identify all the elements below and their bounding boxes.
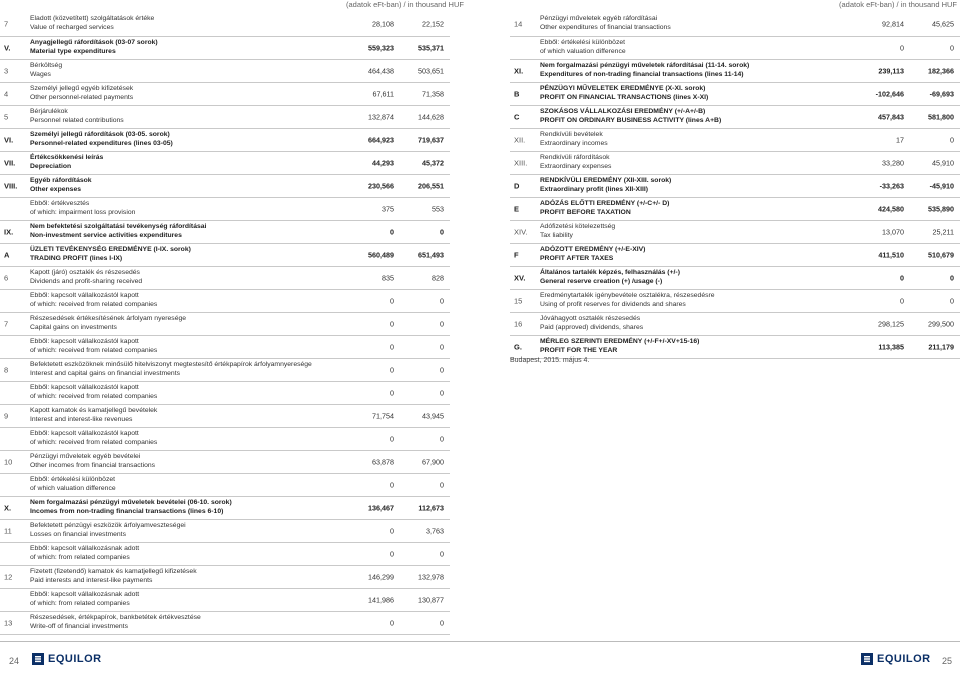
value-2014: 45,625 (932, 19, 954, 29)
value-2014: -45,910 (929, 181, 954, 191)
row-label-en: PROFIT ON ORDINARY BUSINESS ACTIVITY (lines A+B) (540, 117, 722, 124)
row-number: 13 (4, 618, 13, 628)
statement-row (510, 152, 960, 175)
row-description (30, 407, 330, 425)
equilor-logo-icon (861, 653, 873, 665)
equilor-logo-icon (32, 653, 44, 665)
row-label-en: Paid interests and interest-like payments (30, 577, 153, 584)
row-label-hu: Pénzügyi műveletek egyéb ráfordításai (540, 15, 658, 23)
statement-row (510, 106, 960, 129)
row-label-hu: Ebből: kapcsolt vállalkozástól kapott (30, 430, 139, 438)
row-description (30, 177, 330, 195)
row-number: B (514, 89, 520, 99)
row-label-hu: PÉNZÜGYI MŰVELETEK EREDMÉNYE (X-XI. sorok) (540, 85, 706, 93)
row-description (30, 614, 330, 632)
row-number: 12 (4, 572, 13, 582)
value-2013: 0 (390, 480, 394, 490)
value-2014: 45,372 (422, 158, 444, 168)
value-2013: 44,293 (372, 158, 394, 168)
value-2013: 71,754 (372, 411, 394, 421)
row-label-hu: Rendkívüli ráfordítások (540, 154, 610, 162)
row-description (30, 269, 330, 287)
row-description (540, 131, 840, 149)
row-description (30, 338, 330, 356)
row-label-en: Value of recharged services (30, 24, 114, 31)
value-2014: 0 (440, 365, 444, 375)
row-label-hu: Részesedések, értékpapírok, bankbetétek értékvesztése (30, 614, 201, 622)
row-number: 10 (4, 457, 13, 467)
row-label-en: of which: received from related companies (30, 347, 158, 354)
value-2013: 0 (390, 319, 394, 329)
logo-text: EQUILOR (877, 653, 931, 665)
value-2014: 828 (432, 273, 444, 283)
value-2014: 206,551 (418, 181, 444, 191)
row-label-hu: Jóváhagyott osztalék részesedés (540, 315, 641, 323)
value-2013: 0 (900, 296, 904, 306)
row-number: 7 (4, 19, 9, 29)
row-label-en: Extraordinary profit (lines XII-XIII) (540, 186, 649, 193)
row-number: XV. (514, 273, 526, 283)
row-description (540, 269, 840, 287)
row-description (30, 223, 330, 241)
statement-row (0, 359, 450, 382)
row-label-hu: ADÓZOTT EREDMÉNY (+/-E-XIV) (540, 246, 646, 254)
value-2013: 560,489 (368, 250, 394, 260)
row-description (30, 430, 330, 448)
statement-row (510, 175, 960, 198)
row-label-en: of which: from related companies (30, 554, 130, 561)
value-2014: 0 (950, 135, 954, 145)
row-label-hu: Nem forgalmazási pénzügyi műveletek ráfordításai (11-14. sorok) (540, 62, 750, 70)
row-label-en: PROFIT ON FINANCIAL TRANSACTIONS (lines X-XI) (540, 94, 709, 101)
row-label-en: Interest and interest-like revenues (30, 416, 133, 423)
row-label-hu: Anyagjellegű ráfordítások (03-07 sorok) (30, 39, 158, 47)
statement-row (510, 60, 960, 83)
row-label-hu: Egyéb ráfordítások (30, 177, 92, 185)
row-description (540, 292, 840, 310)
value-2013: -33,263 (879, 181, 904, 191)
row-label-en: Other expenses (30, 186, 81, 193)
value-2013: 67,611 (372, 89, 394, 99)
row-label-en: of which: received from related companies (30, 301, 158, 308)
statement-row (0, 60, 450, 83)
statement-row (0, 12, 450, 37)
row-description (30, 200, 330, 218)
value-2014: 132,978 (418, 572, 444, 582)
statement-row (0, 83, 450, 106)
statement-row (510, 336, 960, 359)
value-2014: 581,800 (928, 112, 954, 122)
row-number: 3 (4, 66, 9, 76)
statement-row (0, 290, 450, 313)
value-2014: 0 (950, 273, 954, 283)
value-2014: 503,651 (418, 66, 444, 76)
statement-row (0, 428, 450, 451)
row-description (30, 522, 330, 540)
row-description (30, 315, 330, 333)
row-description (540, 154, 840, 172)
row-label-en: Non-investment service activities expenditures (30, 232, 182, 239)
value-2013: 92,814 (882, 19, 904, 29)
value-2013: 136,467 (368, 503, 394, 513)
statement-row (0, 405, 450, 428)
value-2013: 28,108 (372, 19, 394, 29)
row-number: XIV. (514, 227, 528, 237)
value-2013: 298,125 (878, 319, 904, 329)
row-description (30, 15, 330, 33)
row-label-hu: Nem forgalmazási pénzügyi műveletek bevételei (06-10. sorok) (30, 499, 232, 507)
statement-row (0, 474, 450, 497)
statement-row (0, 198, 450, 221)
row-description (30, 568, 330, 586)
value-2014: -69,693 (929, 89, 954, 99)
row-description (540, 246, 840, 264)
row-label-en: Material type expenditures (30, 48, 116, 55)
statement-row (510, 313, 960, 336)
statement-row (0, 106, 450, 129)
row-label-hu: Általános tartalék képzés, felhasználás (+/-) (540, 269, 680, 277)
row-label-en: of which: received from related companies (30, 393, 158, 400)
value-2014: 553 (432, 204, 444, 214)
value-2013: 664,923 (368, 135, 394, 145)
row-description (540, 315, 840, 333)
row-label-en: of which valuation difference (30, 485, 116, 492)
statement-row (0, 336, 450, 359)
row-label-en: Capital gains on investments (30, 324, 117, 331)
statement-row (0, 37, 450, 60)
row-description (540, 177, 840, 195)
row-number: VI. (4, 135, 14, 145)
value-2014: 0 (440, 296, 444, 306)
value-2013: 559,323 (368, 43, 394, 53)
row-label-hu: Részesedések értékesítésének árfolyam nyeresége (30, 315, 187, 323)
row-label-hu: Fizetett (fizetendő) kamatok és kamatjellegű kifizetések (30, 568, 197, 576)
row-label-hu: ÜZLETI TEVÉKENYSÉG EREDMÉNYE (I-IX. sorok) (30, 246, 191, 254)
row-label-hu: Befektetett eszközöknek minősülő hitelviszonyt megtestesítő értékpapírok árfolyamnyeresége (30, 361, 312, 369)
logo-text: EQUILOR (48, 653, 102, 665)
value-2014: 25,211 (932, 227, 954, 237)
value-2013: 132,874 (368, 112, 394, 122)
row-number: VII. (4, 158, 16, 168)
row-label-hu: Ebből: kapcsolt vállalkozástól kapott (30, 384, 139, 392)
value-2014: 0 (440, 480, 444, 490)
row-label-en: Wages (30, 71, 51, 78)
row-number: A (4, 250, 10, 260)
value-2014: 43,945 (422, 411, 444, 421)
row-label-en: PROFIT FOR THE YEAR (540, 347, 618, 354)
value-2014: 182,366 (928, 66, 954, 76)
row-number: 7 (4, 319, 9, 329)
page-footer (0, 641, 960, 682)
statement-row (0, 612, 450, 635)
statement-row (0, 382, 450, 405)
statement-row (0, 543, 450, 566)
unit-note-left: (adatok eFt-ban) / in thousand HUF (346, 0, 464, 9)
value-2014: 3,763 (426, 526, 444, 536)
value-2014: 535,890 (928, 204, 954, 214)
row-description (30, 108, 330, 126)
left-statement-table (0, 12, 450, 635)
row-description (30, 39, 330, 57)
row-label-en: Write-off of financial investments (30, 623, 128, 630)
row-label-en: Incomes from non-trading financial transactions (lines 6-10) (30, 508, 224, 515)
value-2013: 239,113 (878, 66, 904, 76)
row-number: E (514, 204, 520, 214)
value-2014: 535,371 (418, 43, 444, 53)
row-label-en: General reserve creation (+) /usage (-) (540, 278, 663, 285)
row-label-en: Losses on financial investments (30, 531, 126, 538)
value-2013: 0 (390, 365, 394, 375)
row-number: 6 (4, 273, 9, 283)
value-2014: 211,179 (928, 342, 954, 352)
value-2013: 113,385 (878, 342, 904, 352)
value-2013: 230,566 (368, 181, 394, 191)
row-number: 11 (4, 526, 12, 536)
value-2013: 0 (390, 549, 394, 559)
value-2013: 17 (896, 135, 904, 145)
row-label-en: Other personnel-related payments (30, 94, 134, 101)
statement-row (510, 244, 960, 267)
row-description (30, 545, 330, 563)
row-label-hu: Rendkívüli bevételek (540, 131, 603, 139)
row-label-hu: MÉRLEG SZERINTI EREDMÉNY (+/-F+/-XV+15-16) (540, 338, 700, 346)
value-2013: 0 (390, 388, 394, 398)
statement-row (0, 313, 450, 336)
value-2013: 63,878 (372, 457, 394, 467)
left-page-number: 24 (9, 656, 20, 666)
row-label-en: TRADING PROFIT (lines I-IX) (30, 255, 123, 262)
statement-row (0, 152, 450, 175)
value-2013: 835 (382, 273, 394, 283)
row-number: 5 (4, 112, 9, 122)
statement-row (0, 221, 450, 244)
value-2014: 0 (950, 43, 954, 53)
row-number: XII. (514, 135, 526, 145)
row-label-hu: Ebből: értékvesztés (30, 200, 90, 208)
row-label-hu: Ebből: kapcsolt vállalkozásnak adott (30, 591, 140, 599)
row-description (540, 338, 840, 356)
row-label-hu: Ebből: értékelési különbözet (540, 39, 626, 47)
statement-row (510, 129, 960, 152)
row-label-hu: RENDKÍVÜLI EREDMÉNY (XII-XIII. sorok) (540, 177, 672, 185)
row-number: 8 (4, 365, 9, 375)
row-label-en: Personnel related contributions (30, 117, 124, 124)
statement-row (0, 589, 450, 612)
value-2014: 0 (440, 618, 444, 628)
row-number: XI. (514, 66, 524, 76)
value-2014: 130,877 (418, 595, 444, 605)
value-2013: 0 (390, 342, 394, 352)
statement-row (510, 290, 960, 313)
row-label-hu: Bérköltség (30, 62, 63, 70)
row-description (30, 384, 330, 402)
row-description (30, 154, 330, 172)
value-2014: 0 (440, 434, 444, 444)
row-label-hu: SZOKÁSOS VÁLLALKOZÁSI EREDMÉNY (+/-A+/-B) (540, 108, 706, 116)
value-2013: 0 (390, 296, 394, 306)
value-2013: 0 (900, 273, 904, 283)
value-2013: 33,280 (882, 158, 904, 168)
row-number: 9 (4, 411, 9, 421)
value-2013: 0 (900, 43, 904, 53)
value-2014: 0 (440, 227, 444, 237)
row-label-hu: Értékcsökkenési leírás (30, 154, 104, 162)
row-label-en: of which valuation difference (540, 48, 626, 55)
row-number: 4 (4, 89, 9, 99)
row-label-en: Expenditures of non-trading financial transactions (lines 11-14) (540, 71, 744, 78)
row-label-hu: Eredménytartalék igénybevétele osztalékra, részesedésre (540, 292, 715, 300)
row-number: G. (514, 342, 522, 352)
value-2014: 719,637 (418, 135, 444, 145)
row-label-en: Extraordinary expenses (540, 163, 612, 170)
row-description (30, 499, 330, 517)
value-2013: 464,438 (368, 66, 394, 76)
row-number: C (514, 112, 520, 122)
right-page-number: 25 (942, 656, 953, 666)
row-label-en: Paid (approved) dividends, shares (540, 324, 644, 331)
row-label-en: Interest and capital gains on financial investments (30, 370, 180, 377)
row-number: XIII. (514, 158, 528, 168)
statement-row (510, 221, 960, 244)
value-2013: 375 (382, 204, 394, 214)
row-description (30, 453, 330, 471)
row-description (30, 85, 330, 103)
statement-row (510, 12, 960, 37)
unit-note-right: (adatok eFt-ban) / in thousand HUF (839, 0, 957, 9)
row-number: D (514, 181, 520, 191)
value-2014: 0 (440, 319, 444, 329)
row-label-en: of which: impairment loss provision (30, 209, 136, 216)
statement-row (510, 198, 960, 221)
row-label-en: of which: received from related companies (30, 439, 158, 446)
row-label-hu: Bérjárulékok (30, 108, 68, 116)
row-label-en: Extraordinary incomes (540, 140, 608, 147)
row-label-hu: Pénzügyi műveletek egyéb bevételei (30, 453, 141, 461)
row-label-en: PROFIT AFTER TAXES (540, 255, 614, 262)
row-number: 16 (514, 319, 523, 329)
statement-row (510, 83, 960, 106)
row-description (30, 131, 330, 149)
value-2014: 0 (440, 549, 444, 559)
row-label-hu: Befektetett pénzügyi eszközök árfolyamveszteségei (30, 522, 186, 530)
statement-row (0, 244, 450, 267)
value-2013: 424,580 (878, 204, 904, 214)
row-label-hu: Személyi jellegű egyéb kifizetések (30, 85, 134, 93)
value-2013: 0 (390, 434, 394, 444)
row-description (540, 108, 840, 126)
statement-row (0, 520, 450, 543)
row-description (30, 476, 330, 494)
value-2014: 0 (950, 296, 954, 306)
row-description (540, 62, 840, 80)
row-label-hu: Adófizetési kötelezettség (540, 223, 616, 231)
value-2013: 146,299 (368, 572, 394, 582)
row-number: V. (4, 43, 11, 53)
statement-row (0, 267, 450, 290)
value-2013: 411,510 (878, 250, 904, 260)
statement-row (510, 267, 960, 290)
row-number: F (514, 250, 519, 260)
value-2013: 141,986 (368, 595, 394, 605)
row-number: IX. (4, 227, 14, 237)
row-label-en: Dividends and profit-sharing received (30, 278, 143, 285)
statement-row (0, 566, 450, 589)
row-description (30, 591, 330, 609)
row-description (30, 292, 330, 310)
value-2014: 45,910 (932, 158, 954, 168)
row-label-hu: Személyi jellegű ráfordítások (03-05. sorok) (30, 131, 170, 139)
row-description (30, 361, 330, 379)
value-2013: 0 (390, 227, 394, 237)
row-label-hu: Ebből: kapcsolt vállalkozástól kapott (30, 292, 139, 300)
row-label-hu: Kapott (járó) osztalék és részesedés (30, 269, 140, 277)
statement-row (0, 129, 450, 152)
row-number: 14 (514, 19, 523, 29)
row-number: X. (4, 503, 12, 513)
row-number: VIII. (4, 181, 18, 191)
value-2013: -102,646 (875, 89, 904, 99)
value-2014: 22,152 (422, 19, 444, 29)
value-2014: 112,673 (418, 503, 444, 513)
value-2013: 0 (390, 618, 394, 628)
row-description (540, 223, 840, 241)
row-label-en: Other incomes from financial transactions (30, 462, 156, 469)
statement-row (0, 175, 450, 198)
row-label-hu: Kapott kamatok és kamatjellegű bevételek (30, 407, 158, 415)
row-label-hu: ADÓZÁS ELŐTTI EREDMÉNY (+/-C+/- D) (540, 200, 670, 208)
value-2013: 13,070 (882, 227, 904, 237)
statement-row (0, 451, 450, 474)
row-label-hu: Nem befektetési szolgáltatási tevékenység ráfordításai (30, 223, 207, 231)
row-label-en: Personnel-related expenditures (lines 03-05) (30, 140, 173, 147)
row-label-en: Other expenditures of financial transactions (540, 24, 671, 31)
value-2014: 144,628 (418, 112, 444, 122)
value-2014: 651,493 (418, 250, 444, 260)
row-label-hu: Ebből: kapcsolt vállalkozásnak adott (30, 545, 140, 553)
value-2014: 71,358 (422, 89, 444, 99)
row-label-en: Using of profit reserves for dividends and shares (540, 301, 686, 308)
row-label-en: PROFIT BEFORE TAXATION (540, 209, 631, 216)
value-2014: 0 (440, 342, 444, 352)
row-label-en: Tax liability (540, 232, 573, 239)
value-2014: 0 (440, 388, 444, 398)
value-2014: 67,900 (422, 457, 444, 467)
row-number: 15 (514, 296, 523, 306)
row-description (540, 15, 840, 33)
row-description (540, 200, 840, 218)
right-statement-table (510, 12, 960, 359)
value-2014: 299,500 (928, 319, 954, 329)
statement-row (0, 497, 450, 520)
equilor-logo-right (861, 653, 931, 665)
row-label-en: Depreciation (30, 163, 72, 170)
row-label-hu: Ebből: értékelési különbözet (30, 476, 116, 484)
row-description (30, 246, 330, 264)
equilor-logo-left (32, 653, 102, 665)
value-2013: 0 (390, 526, 394, 536)
row-description (540, 85, 840, 103)
row-description (30, 62, 330, 80)
row-label-hu: Ebből: kapcsolt vállalkozástól kapott (30, 338, 139, 346)
signature-place-date: Budapest, 2015. május 4. (510, 357, 590, 364)
value-2014: 510,679 (928, 250, 954, 260)
row-description (540, 39, 840, 57)
row-label-hu: Eladott (közvetített) szolgáltatások értéke (30, 15, 155, 23)
row-label-en: of which: from related companies (30, 600, 130, 607)
value-2013: 457,843 (878, 112, 904, 122)
statement-row (510, 37, 960, 60)
